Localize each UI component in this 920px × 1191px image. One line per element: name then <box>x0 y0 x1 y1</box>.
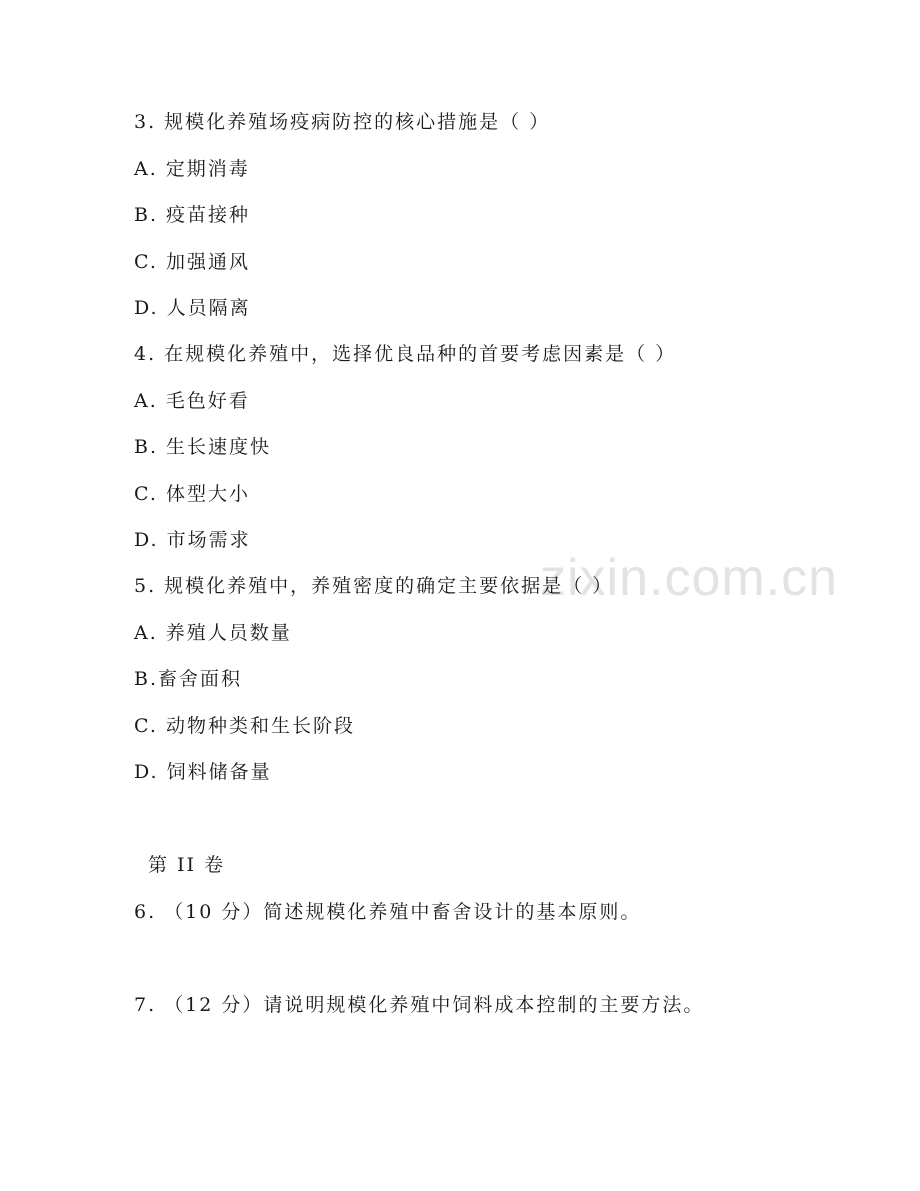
option-a: A. 养殖人员数量 <box>134 622 292 644</box>
option-a: A. 定期消毒 <box>134 158 250 180</box>
option-b: B.畜舍面积 <box>134 668 243 690</box>
option-d: D. 人员隔离 <box>134 297 251 319</box>
option-c: C. 加强通风 <box>134 251 250 273</box>
question-6: 6. （10 分）简述规模化养殖中畜舍设计的基本原则。 <box>134 901 642 923</box>
question-7: 7. （12 分）请说明规模化养殖中饲料成本控制的主要方法。 <box>134 994 705 1016</box>
option-c: C. 体型大小 <box>134 483 250 505</box>
question-stem: 4. 在规模化养殖中，选择优良品种的首要考虑因素是（ ） <box>134 343 677 365</box>
option-d: D. 饲料储备量 <box>134 761 272 783</box>
option-b: B. 疫苗接种 <box>134 204 251 226</box>
question-stem: 5. 规模化养殖中，养殖密度的确定主要依据是（ ） <box>134 575 614 597</box>
option-c: C. 动物种类和生长阶段 <box>134 715 355 737</box>
watermark: zixin.com.cn <box>540 549 839 607</box>
section-title: 第 II 卷 <box>148 854 226 876</box>
option-d: D. 市场需求 <box>134 529 251 551</box>
question-stem: 3. 规模化养殖场疫病防控的核心措施是（ ） <box>134 111 551 133</box>
option-b: B. 生长速度快 <box>134 436 272 458</box>
option-a: A. 毛色好看 <box>134 390 250 412</box>
